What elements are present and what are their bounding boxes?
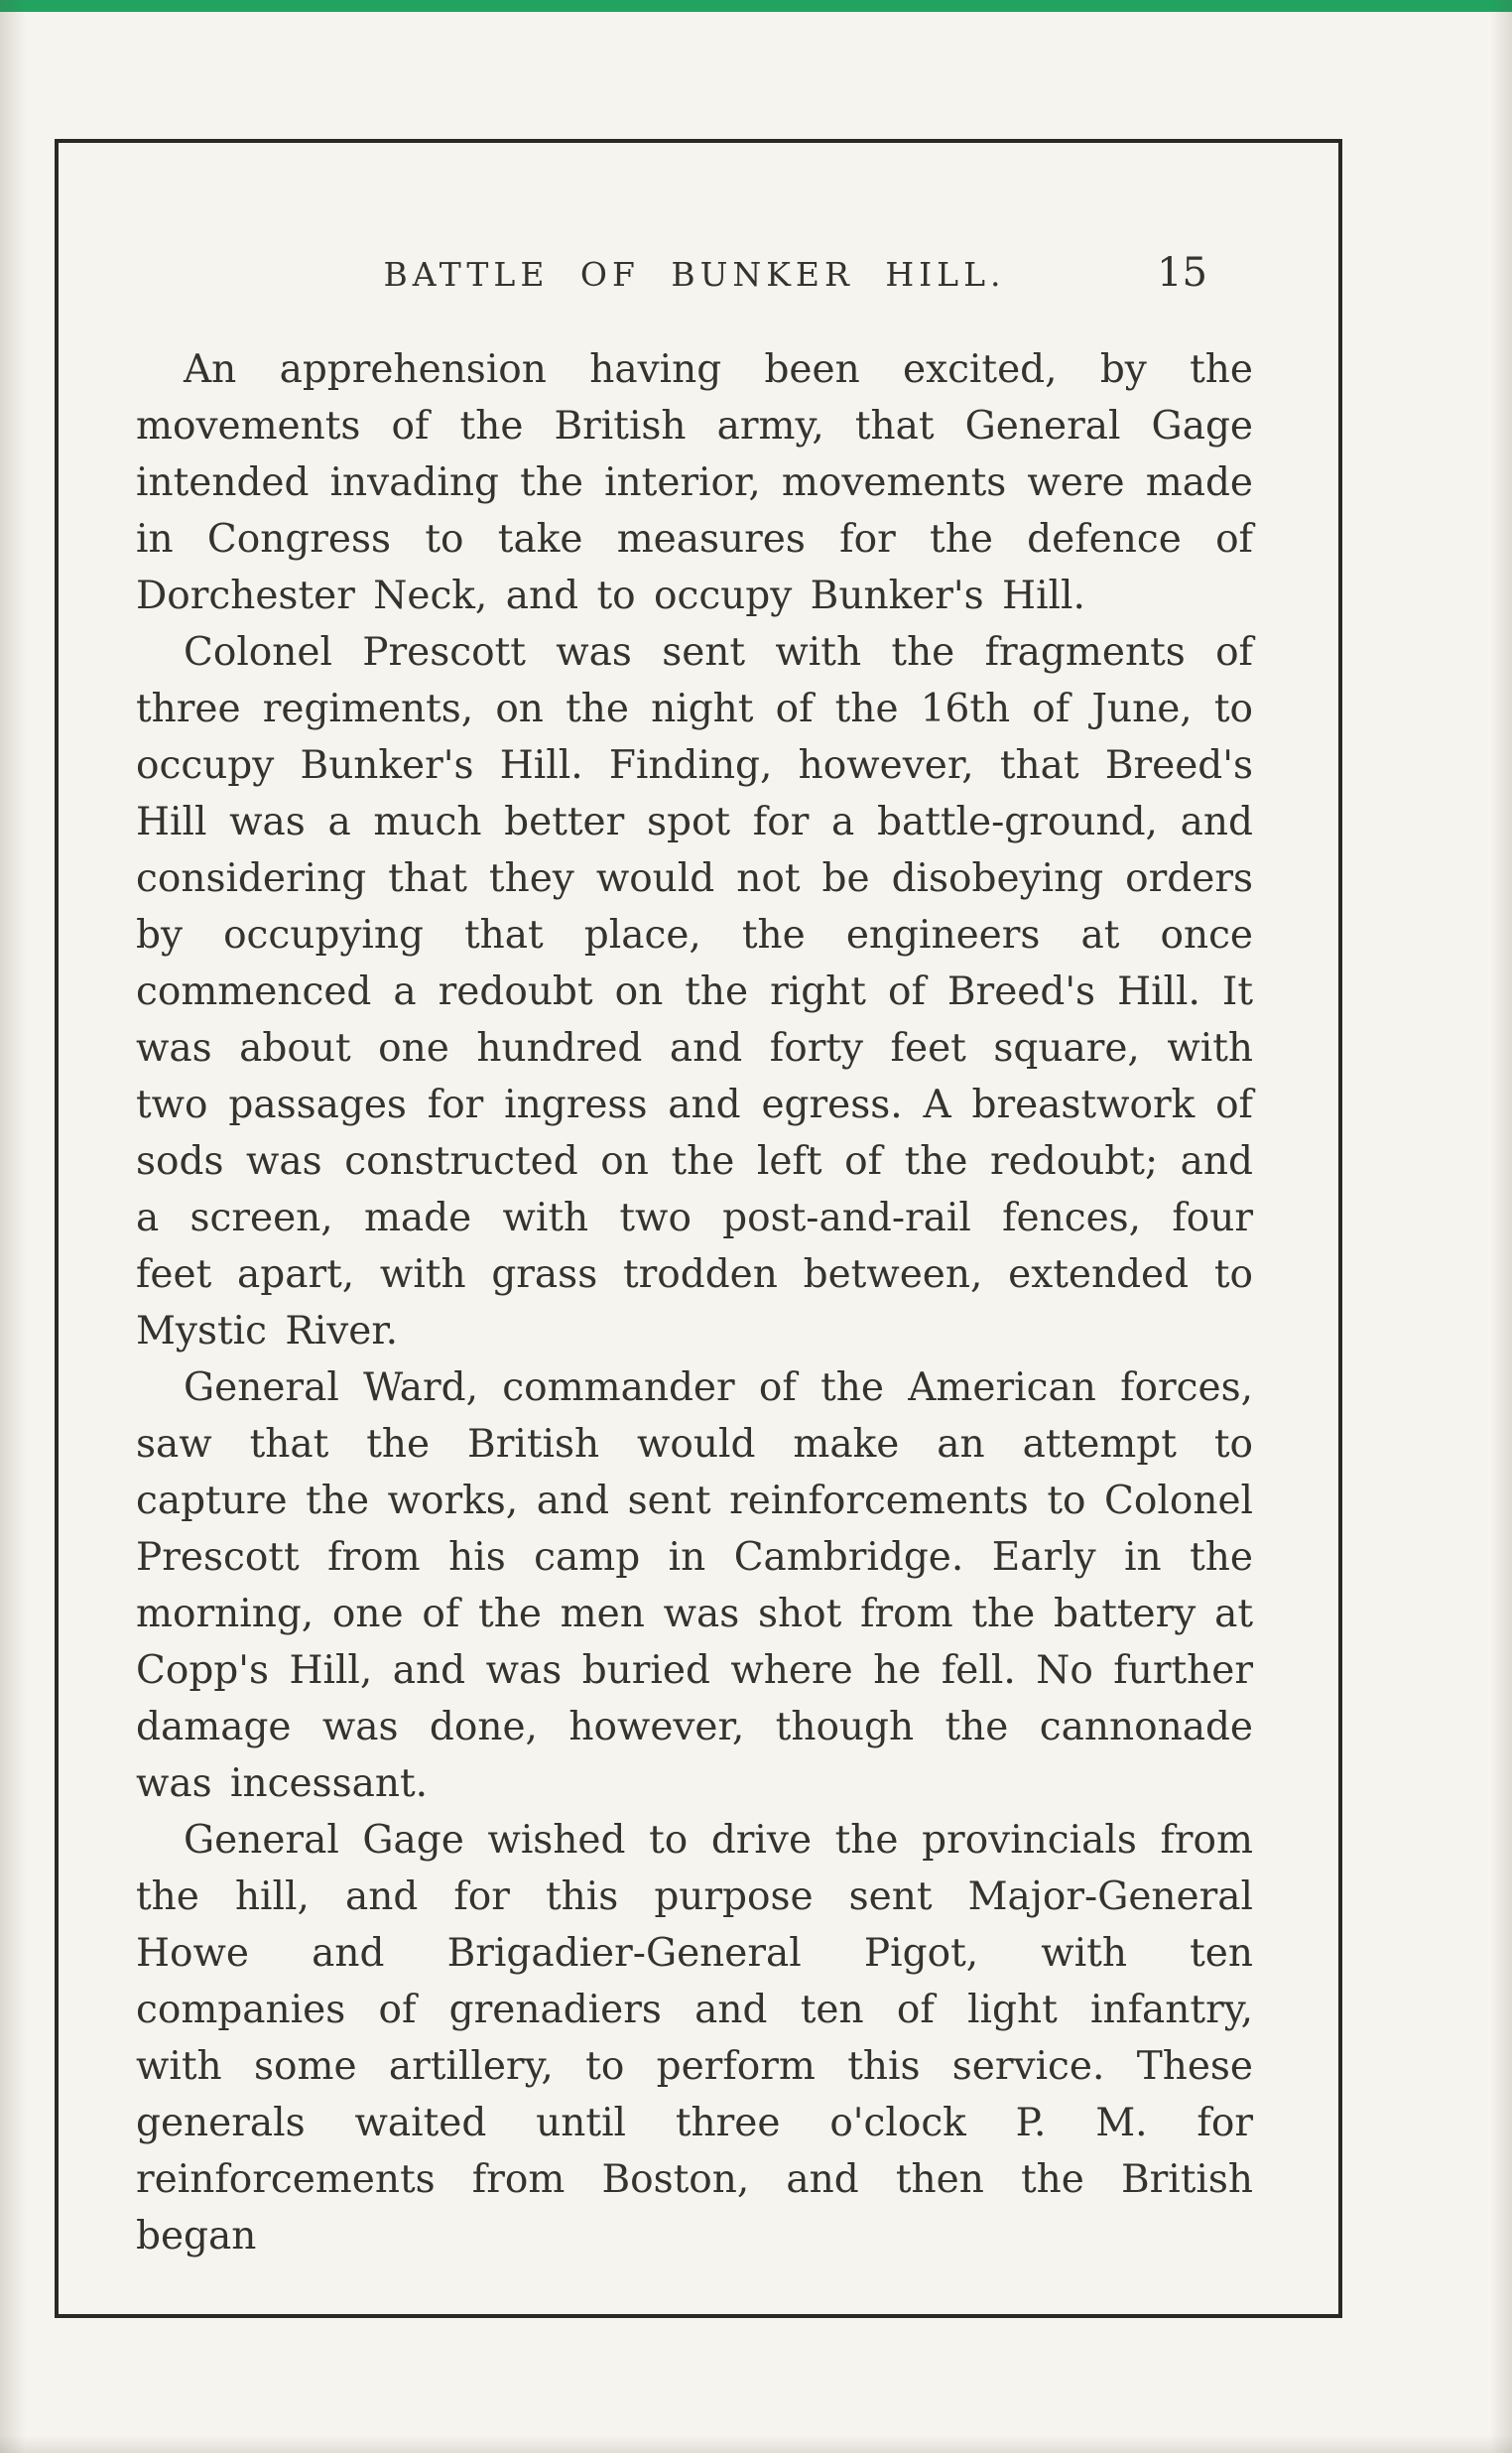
running-header (136, 250, 1253, 296)
page-frame (55, 139, 1342, 2318)
page-number: 15 (1157, 250, 1207, 296)
page-edge-shading-bottom (0, 2435, 1512, 2453)
page-edge-shading-right (1490, 0, 1512, 2453)
header-title: BATTLE OF BUNKER HILL. (383, 255, 1006, 294)
paragraph: An apprehension having been excited, by the movements of the British army, that General Gage intended invading the interior, movements were made in Congress to take measures for the defence of Dorchester Neck, and to occupy Bunker's Hill. (136, 347, 1253, 618)
body-text (136, 341, 1253, 2264)
paragraph: General Ward, commander of the American forces, saw that the British would make an attempt to capture the works, and sent reinforcements to Colonel Prescott from his camp in Cambridge. Early in the morning, one of the men was shot from the battery at Copp's Hill, and was buried where he fell. No further damage was done, however, though the cannonade was incessant. (136, 1365, 1253, 1806)
paragraph: Colonel Prescott was sent with the fragments of three regiments, on the night of the 16th of June, to occupy Bunker's Hill. Finding, however, that Breed's Hill was a much better spot for a battle-ground, and considering that they would not be disobeying orders by occupying that place, the engineers at once commenced a redoubt on the right of Breed's Hill. It was about one hundred and forty feet square, with two passages for ingress and egress. A breastwork of sods was constructed on the left of the redoubt; and a screen, made with two post-and-rail fences, four feet apart, with grass trodden between, extended to Mystic River. (136, 630, 1253, 1354)
page-edge-shading-left (0, 0, 26, 2453)
paragraph: General Gage wished to drive the provincials from the hill, and for this purpose sent Major-General Howe and Brigadier-General Pigot, with ten companies of grenadiers and ten of light infantry, with some artillery, to perform this service. These generals waited until three o'clock P. M. for reinforcements from Boston, and then the British began (136, 1818, 1253, 2259)
scan-top-edge-strip (0, 0, 1512, 12)
